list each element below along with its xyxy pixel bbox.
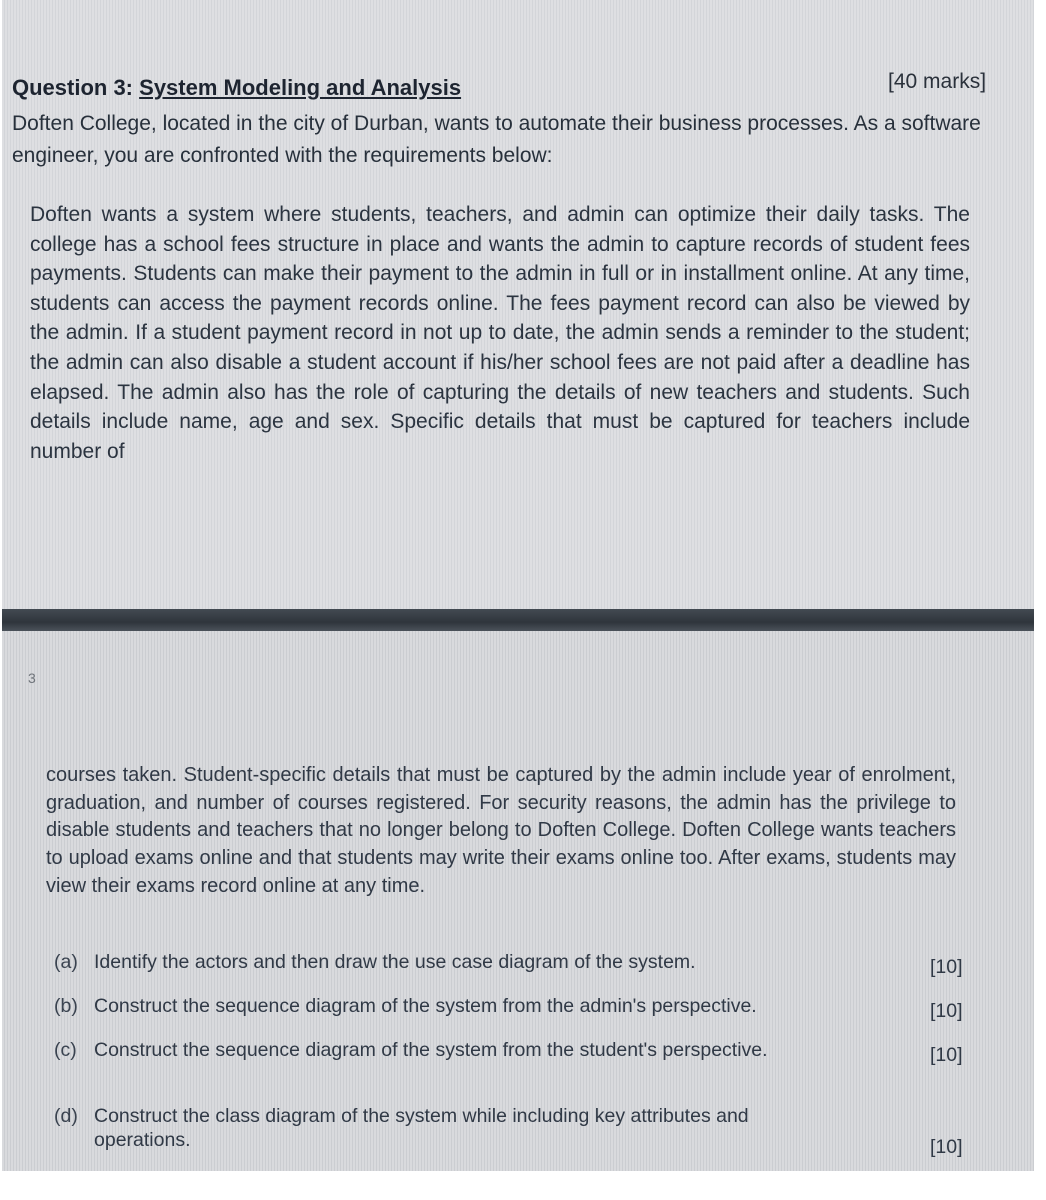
requirements-part-2: courses taken. Student-specific details that must be captured by the admin include year of enrolment, graduation, and number of courses registered. For security reasons, the admin has the privilege to disable students and teachers that no longer belong to Doften College. Doften College wants teachers to upload exams online and that students may write their exams online too. After exams, students may view their exams record online at any time. xyxy=(46,764,956,897)
task-text: Construct the class diagram of the system while including key attributes and operations. xyxy=(94,1105,749,1151)
task-label: (b) xyxy=(54,995,78,1017)
task-text: Construct the sequence diagram of the system from the student's perspective. xyxy=(94,1039,768,1061)
question-marks: [40 marks] xyxy=(888,70,987,93)
task-c xyxy=(54,1038,854,1062)
task-text: Identify the actors and then draw the use case diagram of the system. xyxy=(94,951,696,973)
task-b-marks: [10] xyxy=(930,1000,963,1022)
task-b xyxy=(54,994,854,1018)
task-text: Construct the sequence diagram of the system from the admin's perspective. xyxy=(94,995,757,1017)
question-title xyxy=(12,75,461,101)
task-a xyxy=(54,950,854,974)
question-subtitle: System Modeling and Analysis xyxy=(139,75,462,100)
question-heading: Question 3: xyxy=(12,75,134,100)
task-label: (d) xyxy=(54,1105,78,1127)
task-a-marks: [10] xyxy=(930,956,963,978)
task-d xyxy=(54,1104,854,1152)
screen-bezel-divider xyxy=(2,609,1034,631)
question-intro: Doften College, located in the city of Durban, wants to automate their business processes. As a software engineer, you are confronted with the requirements below: xyxy=(12,112,981,167)
requirements-part-1: Doften wants a system where students, teachers, and admin can optimize their daily tasks. The college has a school fees structure in place and wants the admin to capture records of student fees payments. Students can make their payment to the admin in full or in installment online. At any time, students can access the payment records online. The fees payment record can also be viewed by the admin. If a student payment record in not up to date, the admin sends a reminder to the student; the admin can also disable a student account if his/her school fees are not paid after a deadline has elapsed. The admin also has the role of capturing the details of new teachers and students. Such details include name, age and sex. Specific details that must be captured for teachers include number of xyxy=(30,203,970,463)
task-d-marks: [10] xyxy=(930,1136,963,1158)
page-number: 3 xyxy=(28,670,36,686)
task-c-marks: [10] xyxy=(930,1044,963,1066)
screen-lower-area xyxy=(2,631,1034,1171)
task-label: (a) xyxy=(54,951,78,973)
task-label: (c) xyxy=(54,1039,77,1061)
